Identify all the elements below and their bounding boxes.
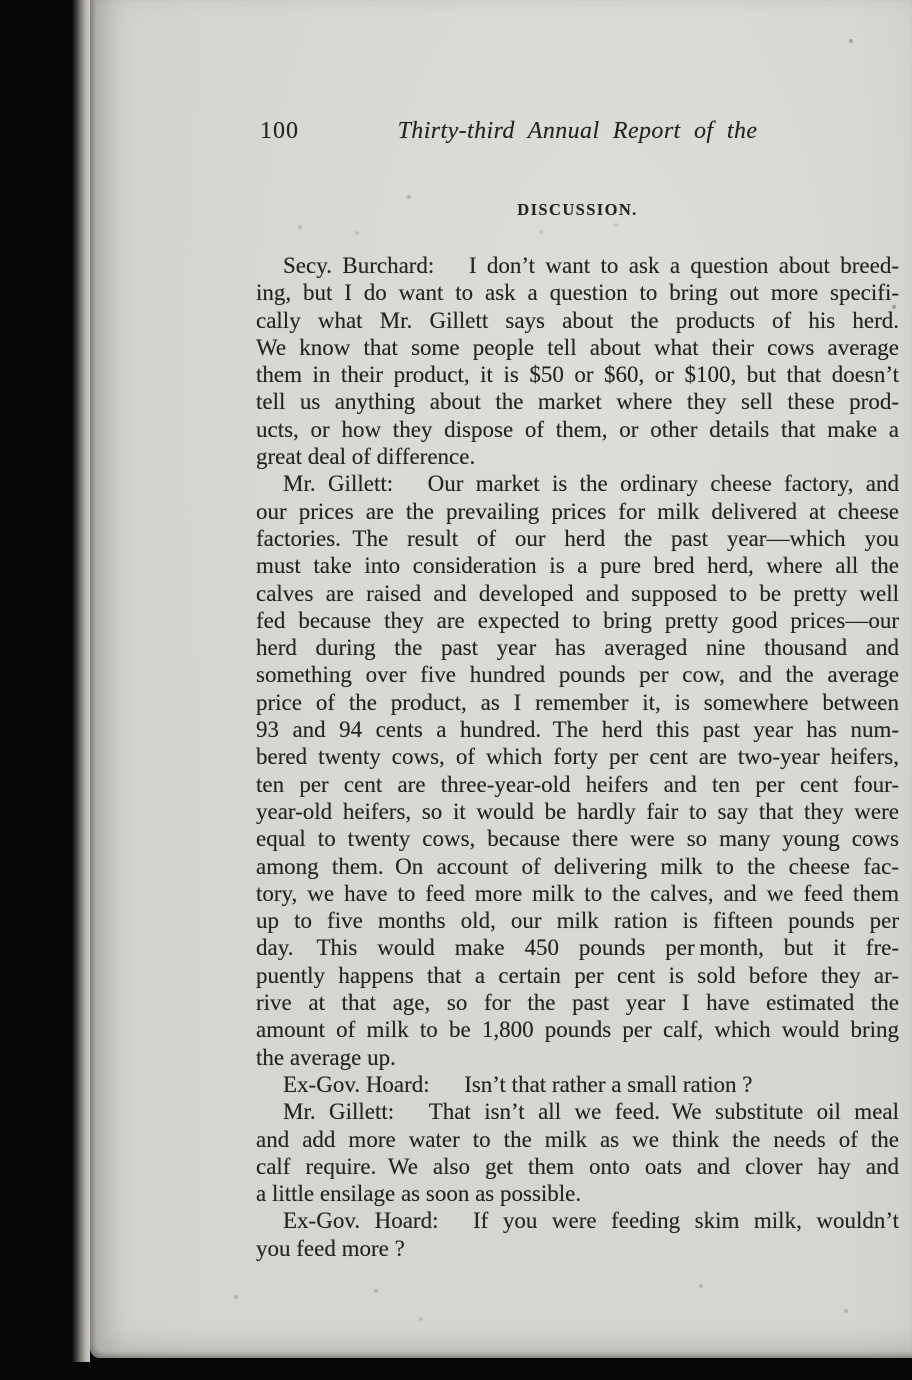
running-title: Thirty-third Annual Report of the — [397, 118, 758, 144]
text-line: herd during the past year has averaged nine thousand and — [256, 635, 899, 661]
text-line: ing, but I do want to ask a question to bring out more specifi- — [256, 280, 899, 306]
text-line: calves are raised and developed and supposed to be pretty well — [256, 580, 899, 606]
text-line: price of the product, as I remember it, is somewhere between — [256, 689, 899, 715]
text-line: ten per cent are three-year-old heifers and ten per cent four- — [256, 771, 899, 797]
text-line: year-old heifers, so it would be hardly fair to say that they were — [256, 798, 899, 824]
text-line: rive at that age, so for the past year I have estimated the — [256, 990, 899, 1016]
text-line: 93 and 94 cents a hundred. The herd this past year has num- — [256, 717, 899, 743]
text-line: puently happens that a certain per cent is sold before they ar- — [256, 962, 899, 988]
paragraph — [256, 252, 899, 470]
text-line: calf require. We also get them onto oats and clover hay and — [256, 1153, 899, 1179]
text-line: ucts, or how they dispose of them, or other details that make a — [256, 416, 899, 442]
body-text — [256, 252, 899, 1262]
text-line: great deal of difference. — [256, 444, 476, 470]
text-line: must take into consideration is a pure bred herd, where all the — [256, 553, 899, 579]
text-line: tory, we have to feed more milk to the calves, and we feed them — [256, 880, 899, 906]
text-line: equal to twenty cows, because there were so many young cows — [256, 826, 899, 852]
text-line: amount of milk to be 1,800 pounds per calf, which would bring — [256, 1017, 899, 1043]
text-line: a little ensilage as soon as possible. — [256, 1181, 582, 1207]
book-page — [90, 0, 912, 1358]
text-line: our prices are the prevailing prices for milk delivered at cheese — [256, 498, 899, 524]
text-line: We know that some people tell about what their cows average — [256, 334, 899, 360]
text-line: Ex-Gov. Hoard: If you were feeding skim milk, wouldn’t — [283, 1208, 899, 1234]
text-line: cally what Mr. Gillett says about the products of his herd. — [256, 307, 899, 333]
text-line: Ex-Gov. Hoard: Isn’t that rather a small ration ? — [283, 1071, 753, 1097]
text-line: up to five months old, our milk ration is fifteen pounds per — [256, 908, 899, 934]
text-line: among them. On account of delivering milk to the cheese fac- — [256, 853, 899, 879]
text-line: Mr. Gillett: That isn’t all we feed. We substitute oil meal — [283, 1099, 899, 1125]
text-line: factories. The result of our herd the past year—which you — [256, 525, 899, 551]
paragraph — [256, 1207, 899, 1262]
text-line: the average up. — [256, 1044, 396, 1070]
text-line: and add more water to the milk as we think the needs of the — [256, 1126, 899, 1152]
text-line: day. This would make 450 pounds per month, but it fre- — [256, 935, 899, 961]
paragraph — [256, 1098, 899, 1207]
text-line: tell us anything about the market where they sell these prod- — [256, 389, 899, 415]
text-line: you feed more ? — [256, 1235, 405, 1261]
text-line: fed because they are expected to bring pretty good prices—our — [256, 607, 899, 633]
text-line: Mr. Gillett: Our market is the ordinary cheese factory, and — [283, 471, 899, 497]
text-line: bered twenty cows, of which forty per cent are two-year heifers, — [256, 744, 899, 770]
page-number: 100 — [260, 118, 299, 144]
text-line: Secy. Burchard: I don’t want to ask a question about breed- — [283, 253, 899, 278]
text-line: something over five hundred pounds per cow, and the average — [256, 662, 899, 688]
paper-specks — [90, 0, 92, 2]
paragraph — [256, 470, 899, 1071]
text-line: them in their product, it is $50 or $60, or $100, but that doesn’t — [256, 362, 899, 388]
section-heading: DISCUSSION. — [517, 200, 638, 219]
running-head — [256, 116, 899, 148]
book-page-stack-edge — [72, 0, 90, 1362]
paragraph — [256, 1071, 899, 1098]
